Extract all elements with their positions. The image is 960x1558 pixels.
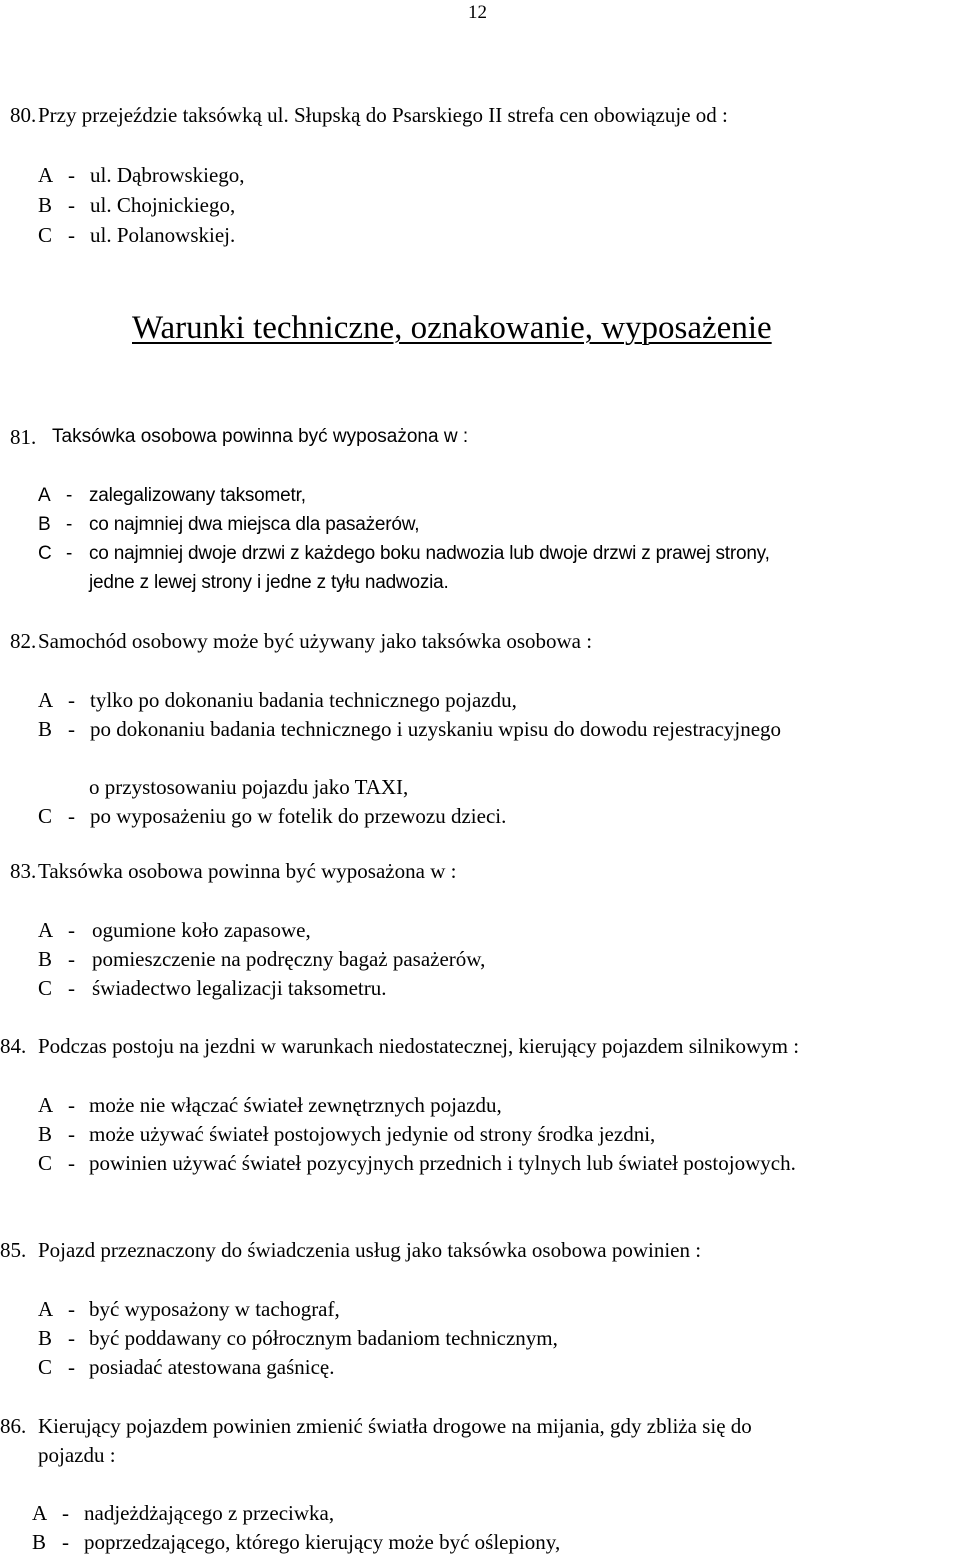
answer-dash: - [68, 1297, 75, 1321]
answer-letter: A [38, 163, 54, 187]
answer-letter: C [38, 976, 53, 1000]
question-text: Taksówka osobowa powinna być wyposażona w : [52, 426, 469, 447]
answer-letter: B [38, 1326, 53, 1350]
answer-b-continuation: o przystosowaniu pojazdu jako TAXI, [89, 775, 409, 799]
answer-letter: B [38, 1122, 53, 1146]
answer-text: ul. Dąbrowskiego, [90, 163, 245, 187]
question-text: Podczas postoju na jezdni w warunkach niedostatecznej, kierujący pojazdem silnikowym : [38, 1034, 800, 1058]
answer-letter: A [38, 485, 51, 506]
answer-text: po dokonaniu badania technicznego i uzyskaniu wpisu do dowodu rejestracyjnego [90, 717, 782, 741]
answer-dash: - [68, 947, 75, 971]
question-number: 80. [10, 103, 37, 127]
answer-text: zalegalizowany taksometr, [89, 485, 306, 506]
answer-text: po wyposażeniu go w fotelik do przewozu dzieci. [90, 804, 507, 828]
answer-letter: B [32, 1530, 47, 1554]
question-text: Przy przejeździe taksówką ul. Słupską do Psarskiego II strefa cen obowiązuje od : [38, 103, 728, 127]
answer-dash: - [68, 717, 75, 741]
answer-letter: B [38, 947, 53, 971]
answer-letter: B [38, 193, 53, 217]
question-number: 83. [10, 859, 37, 883]
answer-letter: C [38, 1151, 53, 1175]
answer-text: może nie włączać świateł zewnętrznych pojazdu, [89, 1093, 502, 1117]
question-text: Pojazd przeznaczony do świadczenia usług jako taksówka osobowa powinien : [38, 1238, 702, 1262]
answer-text: ul. Polanowskiej. [90, 223, 236, 247]
answer-letter: C [38, 543, 52, 564]
answer-dash: - [68, 223, 75, 247]
answer-dash: - [68, 688, 75, 712]
answer-letter: A [38, 1297, 54, 1321]
answer-dash: - [66, 514, 73, 535]
question-number: 82. [10, 629, 37, 653]
answer-dash: - [68, 1326, 75, 1350]
question-text-continuation: pojazdu : [38, 1443, 116, 1467]
answer-text: co najmniej dwoje drzwi z każdego boku nadwozia lub dwoje drzwi z prawej strony, [89, 543, 770, 564]
answer-letter: C [38, 1355, 53, 1379]
answer-dash: - [68, 976, 75, 1000]
answer-dash: - [68, 1151, 75, 1175]
answer-letter: B [38, 717, 53, 741]
answer-text: poprzedzającego, którego kierujący może być oślepiony, [84, 1530, 561, 1554]
answer-text: ul. Chojnickiego, [90, 193, 236, 217]
question-text: Kierujący pojazdem powinien zmienić światła drogowe na mijania, gdy zbliża się do [38, 1414, 752, 1438]
answer-text: być poddawany co półrocznym badaniom technicznym, [89, 1326, 558, 1350]
question-number: 81. [10, 425, 37, 449]
answer-letter: A [38, 688, 54, 712]
answer-c-continuation: jedne z lewej strony i jedne z tyłu nadwozia. [89, 572, 449, 593]
answer-dash: - [68, 1355, 75, 1379]
answer-text: świadectwo legalizacji taksometru. [92, 976, 387, 1000]
page-number: 12 [468, 2, 487, 23]
answer-text: pomieszczenie na podręczny bagaż pasażerów, [92, 947, 486, 971]
answer-dash: - [68, 1122, 75, 1146]
answer-text: być wyposażony w tachograf, [89, 1297, 340, 1321]
question-number: 84. [0, 1034, 27, 1058]
answer-dash: - [68, 193, 75, 217]
answer-dash: - [68, 1093, 75, 1117]
answer-text: posiadać atestowana gaśnicę. [89, 1355, 335, 1379]
answer-dash: - [68, 804, 75, 828]
answer-text: ogumione koło zapasowe, [92, 918, 311, 942]
answer-text: może używać świateł postojowych jedynie od strony środka jezdni, [89, 1122, 656, 1146]
answer-letter: A [38, 1093, 54, 1117]
question-number: 86. [0, 1414, 27, 1438]
question-text: Samochód osobowy może być używany jako taksówka osobowa : [38, 629, 593, 653]
answer-dash: - [68, 918, 75, 942]
answer-text: nadjeżdżającego z przeciwka, [84, 1501, 335, 1525]
answer-dash: - [68, 163, 75, 187]
answer-letter: B [38, 514, 51, 535]
section-heading: Warunki techniczne, oznakowanie, wyposażenie [132, 310, 772, 346]
answer-letter: A [38, 918, 54, 942]
answer-text: co najmniej dwa miejsca dla pasażerów, [89, 514, 420, 535]
answer-letter: A [32, 1501, 48, 1525]
answer-letter: C [38, 223, 53, 247]
question-number: 85. [0, 1238, 27, 1262]
question-text: Taksówka osobowa powinna być wyposażona w : [38, 859, 457, 883]
answer-text: tylko po dokonaniu badania technicznego pojazdu, [90, 688, 517, 712]
answer-dash: - [62, 1501, 69, 1525]
answer-dash: - [66, 485, 73, 506]
answer-text: powinien używać świateł pozycyjnych przednich i tylnych lub świateł postojowych. [89, 1151, 796, 1175]
answer-dash: - [62, 1530, 69, 1554]
answer-letter: C [38, 804, 53, 828]
answer-dash: - [66, 543, 73, 564]
